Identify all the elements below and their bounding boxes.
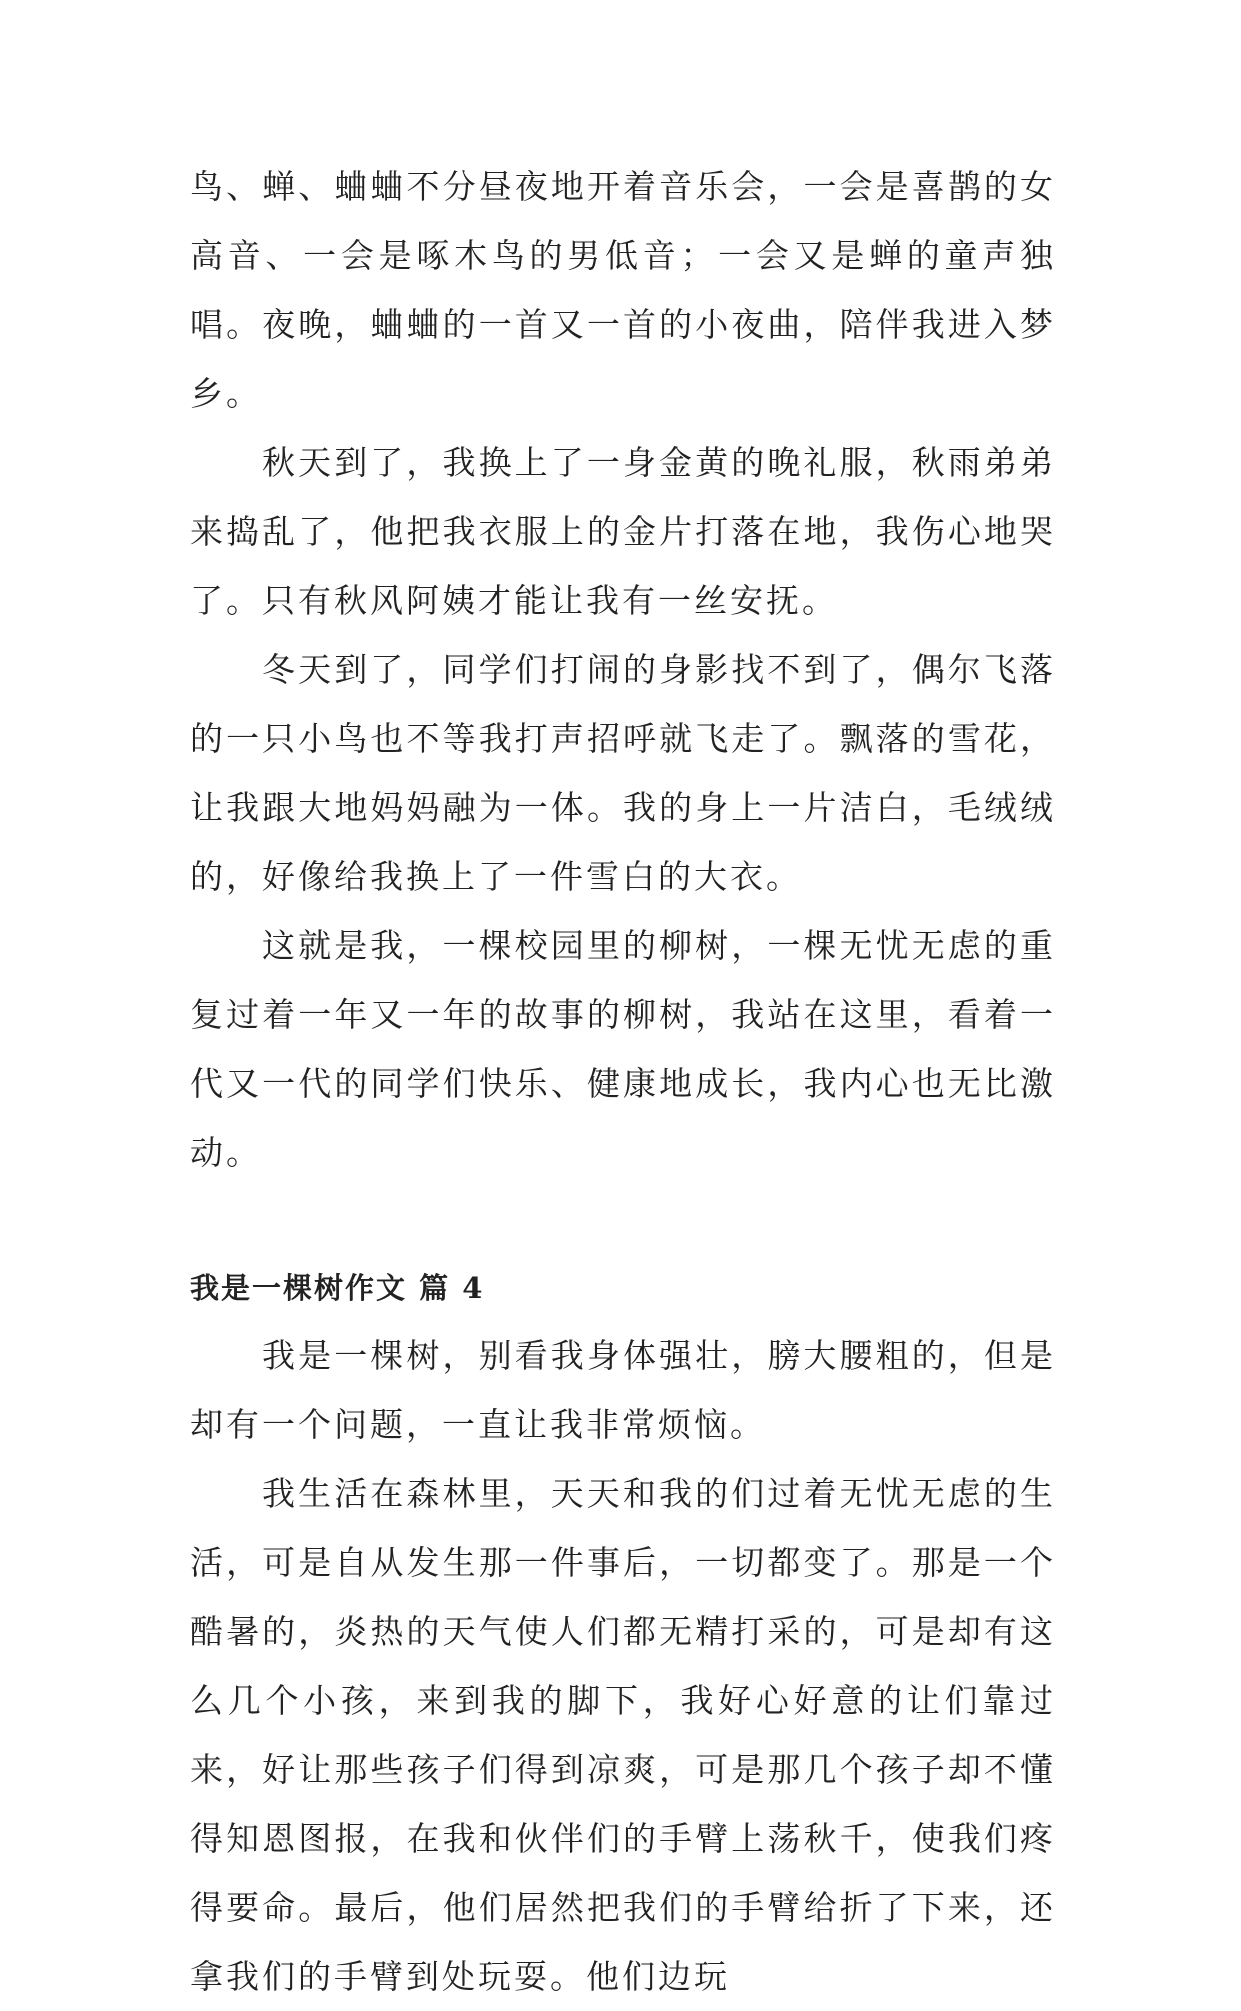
paragraph-conclusion: 这就是我，一棵校园里的柳树，一棵无忧无虑的重复过着一年又一年的故事的柳树，我站在这里，看着一代又一代的同学们快乐、健康地成长，我内心也无比激动。 [190, 926, 1056, 1172]
paragraph-intro: 我是一棵树，别看我身体强壮，膀大腰粗的，但是却有一个问题，一直让我非常烦恼。 [190, 1336, 1056, 1444]
paragraph-continuation: 鸟、蝉、蛐蛐不分昼夜地开着音乐会，一会是喜鹊的女高音、一会是啄木鸟的男低音；一会又是蝉的童声独唱。夜晚，蛐蛐的一首又一首的小夜曲，陪伴我进入梦乡。 [190, 167, 1056, 413]
section-title: 我是一棵树作文 篇 4 [190, 1271, 485, 1305]
paragraph-autumn: 秋天到了，我换上了一身金黄的晚礼服，秋雨弟弟来捣乱了，他把我衣服上的金片打落在地，我伤心地哭了。只有秋风阿姨才能让我有一丝安抚。 [190, 443, 1056, 620]
document-body [190, 152, 1056, 2011]
paragraph-winter: 冬天到了，同学们打闹的身影找不到了，偶尔飞落的一只小鸟也不等我打声招呼就飞走了。飘落的雪花，让我跟大地妈妈融为一体。我的身上一片洁白，毛绒绒的，好像给我换上了一件雪白的大衣。 [190, 650, 1056, 896]
section-spacer [190, 1187, 1056, 1255]
paragraph-story: 我生活在森林里，天天和我的们过着无忧无虑的生活，可是自从发生那一件事后，一切都变了。那是一个酷暑的，炎热的天气使人们都无精打采的，可是却有这么几个小孩，来到我的脚下，我好心好意的让们靠过来，好让那些孩子们得到凉爽，可是那几个孩子却不懂得知恩图报，在我和伙伴们的手臂上荡秋千，使我们疼得要命。最后，他们居然把我们的手臂给折了下来，还拿我们的手臂到处玩耍。他们边玩 [190, 1474, 1056, 1996]
